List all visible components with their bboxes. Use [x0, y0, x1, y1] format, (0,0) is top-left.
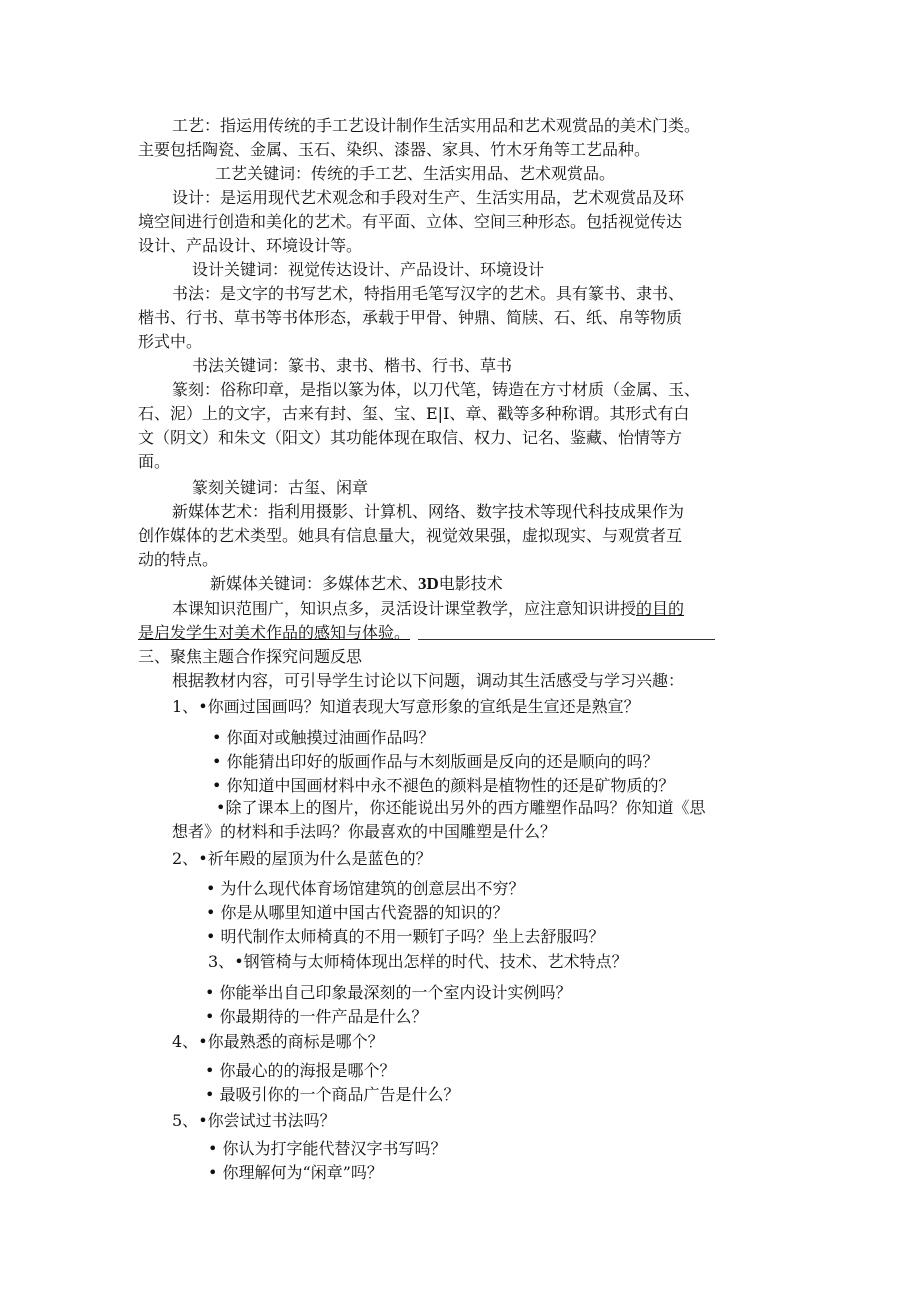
question-3-text: •钢管椅与太师椅体现出怎样的时代、技术、艺术特点？ [234, 952, 628, 971]
calligraphy-line-3: 形式中。 [138, 332, 203, 351]
question-1d-line-2: 想者》的材料和手法吗？你最喜欢的中国雕塑是什么？ [172, 822, 557, 841]
calligraphy-line-2: 楷书、行书、草书等书体形态，承载于甲骨、钟鼎、简牍、石、纸、帛等物质 [138, 308, 683, 327]
intro-line: 根据教材内容，可引导学生讨论以下问题，调动其生活感受与学习兴趣： [172, 671, 685, 690]
question-4-number: 4、 [172, 1032, 199, 1051]
question-3-number: 3、 [208, 952, 235, 971]
media-keywords-prefix: 新媒体关键词：多媒体艺术、 [210, 574, 419, 593]
question-4-text: •你最熟悉的商标是哪个？ [198, 1032, 384, 1051]
question-3b: • 你最期待的一件产品是什么？ [205, 1007, 428, 1026]
seal-line-1: 篆刻：俗称印章，是指以篆为体，以刀代笔，铸造在方寸材质（金属、玉、 [172, 380, 701, 399]
media-keywords-suffix: 电影技术 [438, 574, 503, 593]
craft-keywords: 工艺关键词：传统的手工艺、生活实用品、艺术观赏品。 [215, 164, 616, 183]
question-1 [172, 696, 640, 718]
summary-line-2: 是启发学生对美术作品的感知与体验。 [138, 623, 411, 642]
seal-line-3: 文（阴文）和朱文（阳文）其功能体现在取信、权力、记名、鉴藏、怡情等方 [138, 428, 683, 447]
question-2a: • 为什么现代体育场馆建筑的创意层出不穷？ [206, 879, 525, 898]
question-5-number: 5、 [172, 1111, 199, 1130]
media-line-1: 新媒体艺术：指利用摄影、计算机、网络、数字技术等现代科技成果作为 [172, 502, 685, 521]
section-three-heading: 三、聚焦主题合作探究问题反思 [138, 647, 363, 666]
question-4 [172, 1031, 384, 1053]
question-2b: • 你是从哪里知道中国古代瓷器的知识的？ [206, 903, 509, 922]
question-5b: • 你理解何为“闲章”吗？ [208, 1163, 383, 1182]
question-3 [208, 951, 628, 973]
seal-keywords: 篆刻关键词：古玺、闲章 [192, 478, 369, 497]
question-2c: • 明代制作太师椅真的不用一颗钉子吗？坐上去舒服吗？ [206, 927, 605, 946]
question-5a: • 你认为打字能代替汉字书写吗？ [208, 1139, 447, 1158]
craft-line-1: 工艺：指运用传统的手工艺设计制作生活实用品和艺术观赏品的美术门类。 [172, 116, 701, 135]
question-1d-line-1: •除了课本上的图片，你还能说出另外的西方雕塑作品吗？你知道《思 [216, 798, 706, 817]
question-3a: • 你能举出自己印象最深刻的一个室内设计实例吗？ [205, 983, 572, 1002]
media-keywords [210, 573, 503, 595]
design-keywords: 设计关键词：视觉传达设计、产品设计、环境设计 [192, 260, 545, 279]
question-5-text: •你尝试过书法吗？ [198, 1111, 336, 1130]
summary-text: 本课知识范围广，知识点多，灵活设计课堂教学，应注意知识讲授 [172, 599, 637, 618]
question-2-text: •祈年殿的屋顶为什么是蓝色的？ [198, 849, 432, 868]
summary-underlined: 的目的 [636, 599, 685, 618]
question-5 [172, 1110, 336, 1132]
media-line-3: 动的特点。 [138, 550, 219, 569]
question-1-number: 1、 [172, 697, 199, 716]
summary-line-1 [172, 598, 684, 620]
question-1-text: •你画过国画吗？知道表现大写意形象的宣纸是生宣还是熟宣？ [198, 697, 640, 716]
seal-line-2: 石、泥）上的文字，古来有封、玺、宝、E|I、章、戳等多种称谓。其形式有白 [138, 404, 690, 423]
question-1c: • 你知道中国画材料中永不褪色的颜料是植物性的还是矿物质的？ [212, 776, 675, 795]
design-line-3: 设计、产品设计、环境设计等。 [138, 236, 363, 255]
calligraphy-keywords: 书法关键词：篆书、隶书、楷书、行书、草书 [192, 356, 513, 375]
underline-rule [418, 639, 715, 640]
media-keywords-3d: 3D [418, 574, 439, 593]
design-line-2: 境空间进行创造和美化的艺术。有平面、立体、空间三种形态。包括视觉传达 [138, 212, 683, 231]
question-4a: • 你最心的的海报是哪个？ [205, 1061, 396, 1080]
craft-line-2: 主要包括陶瓷、金属、玉石、染织、漆器、家具、竹木牙角等工艺品种。 [138, 140, 651, 159]
question-4b: • 最吸引你的一个商品广告是什么？ [205, 1085, 460, 1104]
question-2-number: 2、 [172, 849, 199, 868]
question-1a: • 你面对或触摸过油画作品吗？ [212, 728, 435, 747]
design-line-1: 设计：是运用现代艺术观念和手段对生产、生活实用品，艺术观赏品及环 [172, 188, 685, 207]
question-2 [172, 848, 432, 870]
calligraphy-line-1: 书法：是文字的书写艺术，特指用毛笔写汉字的艺术。具有篆书、隶书、 [172, 284, 685, 303]
media-line-2: 创作媒体的艺术类型。她具有信息量大，视觉效果强，虚拟现实、与观赏者互 [138, 526, 683, 545]
question-1b: • 你能猜出印好的版画作品与木刻版画是反向的还是顺向的吗？ [212, 752, 659, 771]
seal-line-4: 面。 [138, 452, 171, 471]
